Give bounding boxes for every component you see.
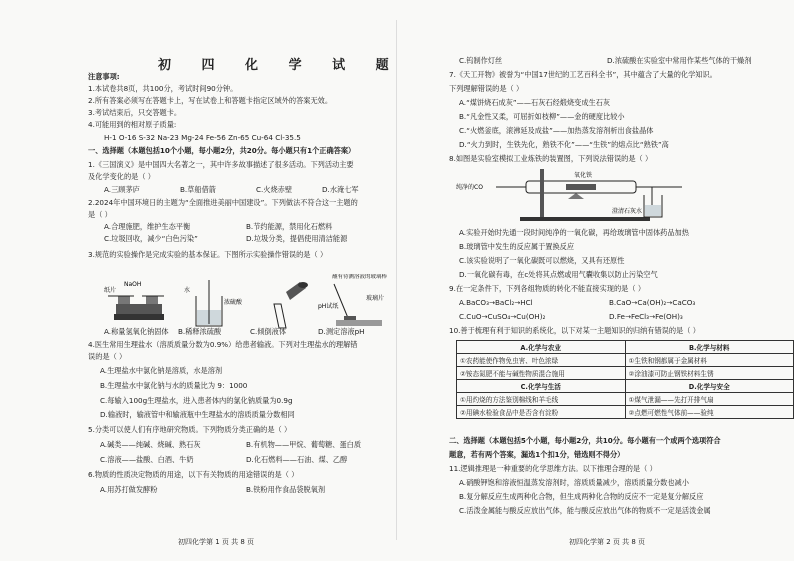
- q10-knowledge-table: [456, 340, 794, 419]
- strip-label: 蘸有待测溶液的玻璃棒: [332, 274, 388, 280]
- note-3: 3.考试结束后，只交答题卡。: [88, 108, 182, 117]
- ph-label: pH试纸: [318, 303, 339, 310]
- q5-stem: 5.分类可以使人们有序地研究物质。下列物质分类正确的是（ ）: [88, 425, 292, 434]
- table-cell: ①农药能使作物免虫害、叶色浓绿: [457, 354, 626, 367]
- q5-opt-d: D.化石燃料——石油、煤、乙醇: [246, 455, 348, 464]
- table-cell: ②点燃可燃性气体前——验纯: [625, 406, 794, 419]
- q8-stem: 8.如图是实验室模拟工业炼铁的装置图，下列说法错误的是（ ）: [449, 154, 653, 163]
- q7-opt-b: B.“凡金性又柔，可屈折如枝柳”——金的硬度比较小: [459, 112, 625, 121]
- water-label: 水: [184, 287, 191, 294]
- q6-opt-b: B.铁粉用作食品袋脱氧剂: [246, 485, 326, 494]
- table-row: [457, 393, 794, 406]
- table-cell: ②涂油漆可防止钢铁材料生锈: [625, 367, 794, 380]
- q6-opt-a: A.用苏打做发酵粉: [100, 485, 158, 494]
- naoh-label: NaOH: [124, 281, 142, 288]
- q9-opt-a: A.BaCO₃→BaCl₂→HCl: [459, 298, 533, 307]
- note-1: 1.本试卷共8页，共100分，考试时间90分钟。: [88, 84, 238, 93]
- q1-opt-d: D.水淹七军: [322, 185, 359, 194]
- q8-opt-b: B.玻璃管中发生的反应属于置换反应: [459, 242, 575, 251]
- q1-opt-a: A.三顾茅庐: [104, 185, 140, 194]
- q11-opt-c: C.活泼金属能与酸反应放出气体，能与酸反应放出气体的物质不一定是活泼金属: [459, 506, 711, 515]
- paper-label: 纸片: [104, 287, 117, 294]
- q7-stem: 7.《天工开物》被誉为“中国17世纪的工艺百科全书”，其中蕴含了大量的化学知识。: [449, 70, 717, 79]
- note-2: 2.所有答案必须写在答题卡上，写在试卷上和答题卡指定区域外的答案无效。: [88, 96, 333, 105]
- q9-opt-b: B.CaO→Ca(OH)₂→CaCO₃: [609, 298, 696, 307]
- q7-opt-c: C.“火燃釜底，滚沸延及成盐”——加热蒸发溶剂析出食盐晶体: [459, 126, 654, 135]
- q2-opt-b: B.节约能源，禁用化石燃料: [246, 222, 333, 231]
- q2-stem-2: 是（ ）: [88, 210, 112, 219]
- q1-opt-b: B.草船借箭: [180, 185, 216, 194]
- table-row: [457, 354, 794, 367]
- q6-stem: 6.物质的性质决定物质的用途，以下有关物质的用途错误的是（ ）: [88, 470, 299, 479]
- lime-water-label: 澄清石灰水: [612, 208, 643, 215]
- q5-opt-c: C.溶液——盐酸、白酒、牛奶: [100, 455, 194, 464]
- q2-stem: 2.2024年中国环境日的主题为“全面推进美丽中国建设”。下列做法不符合这一主题的: [88, 198, 358, 207]
- q2-opt-d: D.垃圾分类，提倡使用清洁能源: [246, 234, 348, 243]
- glass-label: 玻璃片: [366, 295, 385, 302]
- q3-opt-d: D.测定溶液pH: [318, 327, 365, 336]
- table-row: [457, 341, 794, 354]
- q7-opt-a: A.“煤饼烧石成灰”——石灰石经煅烧变成生石灰: [459, 98, 611, 107]
- q3-figures: [104, 274, 394, 336]
- fe2o3-label: 氧化铁: [574, 172, 593, 179]
- footer-right: 初四化学第 2 页 共 8 页: [569, 537, 646, 546]
- q2-opt-a: A.合理施肥，维护生态平衡: [104, 222, 191, 231]
- table-cell: ①用灼烧的方法鉴别棉线和羊毛线: [457, 393, 626, 406]
- q7-opt-d: D.“火力到时，生铁先化，熟铁不化”——“生铁”的熔点比“熟铁”高: [459, 140, 669, 149]
- section-2-heading: 二、选择题（本题包括5个小题，每小题2分，共10分。每小题有一个或两个选项符合: [449, 436, 721, 445]
- right-page: [397, 0, 794, 561]
- section-2-heading-2: 题意，若有两个答案，漏选1个扣1分，错选则不得分）: [449, 450, 625, 459]
- q6-opt-c: C.钨制作灯丝: [459, 56, 503, 65]
- q9-opt-c: C.CuO→CuSO₄→Cu(OH)₂: [459, 312, 546, 321]
- table-cell: ②铵态氮肥不能与碱性物质混合施用: [457, 367, 626, 380]
- balance-figure: [104, 281, 164, 320]
- q4-stem: 4.医生常用生理盐水（溶质质量分数为0.9%）给患者输液。下列对生理盐水的理解错: [88, 340, 358, 349]
- q3-opt-b: B.稀释浓硫酸: [178, 327, 222, 336]
- q10-stem: 10.善于梳理有利于知识的系统化，以下对某一主题知识的归纳有错误的是（ ）: [449, 326, 700, 335]
- table-cell: ②用碘水检验食品中是否含有淀粉: [457, 406, 626, 419]
- q8-opt-d: D.一氧化碳有毒，在c处将其点燃或用气囊收集以防止污染空气: [459, 270, 658, 279]
- q3-opt-a: A.称量氢氧化钠固体: [104, 327, 169, 336]
- footer-left: 初四化学第 1 页 共 8 页: [178, 537, 255, 546]
- q2-opt-c: C.垃圾回收，减少“白色污染”: [104, 234, 198, 243]
- pouring-figure: [274, 282, 308, 328]
- table-row: [457, 380, 794, 393]
- q6-opt-d: D.浓硫酸在实验室中常用作某些气体的干燥剂: [607, 56, 752, 65]
- q4-stem-2: 误的是（ ）: [88, 352, 127, 361]
- q9-opt-d: D.Fe→FeCl₃→Fe(OH)₃: [609, 312, 683, 321]
- table-cell: B.化学与材料: [625, 341, 794, 354]
- table-cell: D.化学与安全: [625, 380, 794, 393]
- q3-stem: 3.规范的实验操作是完成实验的基本保证。下图所示实验操作错误的是（ ）: [88, 250, 328, 259]
- co-label: 纯净的CO: [456, 184, 483, 191]
- q7-stem-2: 下列理解错误的是（ ）: [449, 84, 524, 93]
- q3-opt-c: C.倾倒液体: [250, 327, 287, 336]
- table-cell: A.化学与农业: [457, 341, 626, 354]
- q4-opt-a: A.生理盐水中氯化钠是溶质，水是溶剂: [100, 366, 223, 375]
- table-cell: C.化学与生活: [457, 380, 626, 393]
- q8-opt-a: A.实验开始时先通一段时间纯净的一氧化碳，再给玻璃管中固体药品加热: [459, 228, 689, 237]
- acid-label: 浓硫酸: [224, 299, 243, 306]
- ph-test-figure: [318, 274, 388, 326]
- q11-opt-b: B.复分解反应生成两种化合物，但生成两种化合物的反应不一定是复分解反应: [459, 492, 704, 501]
- table-row: [457, 406, 794, 419]
- q1-stem: 1.《三国演义》是中国四大名著之一，其中许多故事描述了很多活动。下列活动主要: [88, 160, 354, 169]
- q5-opt-b: B.有机物——甲烷、葡萄糖、蛋白质: [246, 440, 362, 449]
- q4-opt-d: D.输液时，输液管中和输液瓶中生理盐水的溶质质量分数相同: [100, 410, 295, 419]
- q8-opt-c: C.该实验说明了一氧化碳既可以燃烧，又具有还原性: [459, 256, 625, 265]
- table-cell: ①煤气泄漏——先打开排气扇: [625, 393, 794, 406]
- q11-stem: 11.逻辑推理是一种重要的化学思维方法。以下推理合理的是（ ）: [449, 464, 657, 473]
- q8-apparatus: [456, 165, 691, 223]
- q1-opt-c: C.火烧赤壁: [256, 185, 293, 194]
- dilution-figure: [184, 280, 243, 326]
- table-row: [457, 367, 794, 380]
- q5-opt-a: A.碱类——纯碱、烧碱、熟石灰: [100, 440, 201, 449]
- q9-stem: 9.在一定条件下，下列各组物质的转化不能直接实现的是（ ）: [449, 284, 646, 293]
- table-cell: ①生铁和钢都属于金属材料: [625, 354, 794, 367]
- section-1-heading: 一、选择题（本题包括10个小题，每小题2分，共20分。每小题只有1个正确答案）: [88, 146, 356, 155]
- q1-stem-2: 及化学变化的是（ ）: [88, 172, 155, 181]
- q4-opt-b: B.生理盐水中氯化钠与水的质量比为 9：1000: [100, 381, 248, 390]
- note-4: 4.可能用到的相对原子质量:: [88, 120, 177, 129]
- q11-opt-a: A.硝酸钾饱和溶液恒温蒸发溶剂时，溶质质量减少，溶质质量分数也减小: [459, 478, 689, 487]
- page-title: 初 四 化 学 试 题: [158, 58, 402, 73]
- notes-heading: 注意事项:: [88, 72, 120, 81]
- atomic-masses: H-1 O-16 S-32 Na-23 Mg-24 Fe-56 Zn-65 Cu-64 Cl-35.5: [104, 133, 301, 142]
- q4-opt-c: C.每输入100g生理盐水，进入患者体内的氯化钠质量为0.9g: [100, 396, 293, 405]
